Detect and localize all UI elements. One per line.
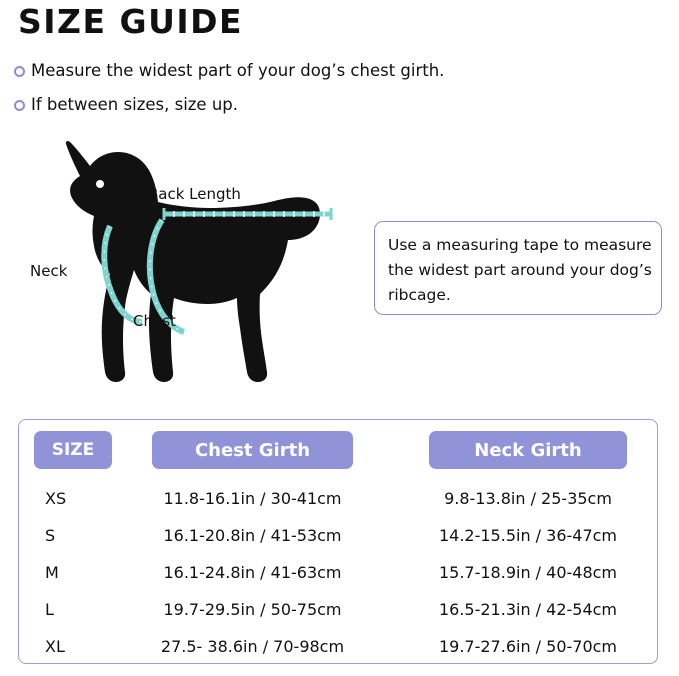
cell-size: S [45,526,56,545]
label-chest: Chest [133,312,176,330]
bullet-text: If between sizes, size up. [31,95,239,114]
table-row [19,480,659,517]
cell-size: L [45,600,54,619]
bullet-item [14,60,444,82]
cell-chest: 16.1-20.8in / 41-53cm [163,526,342,545]
bullet-dot-icon [14,100,25,111]
cell-neck: 15.7-18.9in / 40-48cm [438,563,618,582]
size-table [18,419,658,664]
cell-neck: 16.5-21.3in / 42-54cm [438,600,618,619]
label-neck: Neck [30,262,68,280]
table-header-neck-girth: Neck Girth [429,431,627,469]
cell-neck: 14.2-15.5in / 36-47cm [438,526,618,545]
cell-neck: 9.8-13.8in / 25-35cm [444,489,612,508]
table-row [19,554,659,591]
cell-neck: 19.7-27.6in / 50-70cm [438,637,618,656]
page-title: SIZE GUIDE [18,2,244,41]
measuring-note-text: Use a measuring tape to measure the widest part around your dog’s ribcage. [388,236,652,304]
cell-chest: 19.7-29.5in / 50-75cm [163,600,342,619]
bullet-dot-icon [14,66,25,77]
cell-size: XS [45,489,67,508]
cell-size: XL [45,637,65,656]
table-row [19,628,659,665]
table-row [19,591,659,628]
cell-chest: 16.1-24.8in / 41-63cm [163,563,342,582]
label-back-length: Back Length [148,185,241,203]
cell-chest: 11.8-16.1in / 30-41cm [163,489,342,508]
bullet-text: Measure the widest part of your dog’s chest girth. [31,61,445,80]
table-header-chest-girth: Chest Girth [152,431,353,469]
table-header-size: SIZE [34,431,112,469]
cell-chest: 27.5- 38.6in / 70-98cm [160,637,345,656]
table-header-row [19,420,659,478]
cell-size: M [45,563,59,582]
bullet-item [14,94,238,116]
table-row [19,517,659,554]
measuring-note-box [374,221,662,315]
